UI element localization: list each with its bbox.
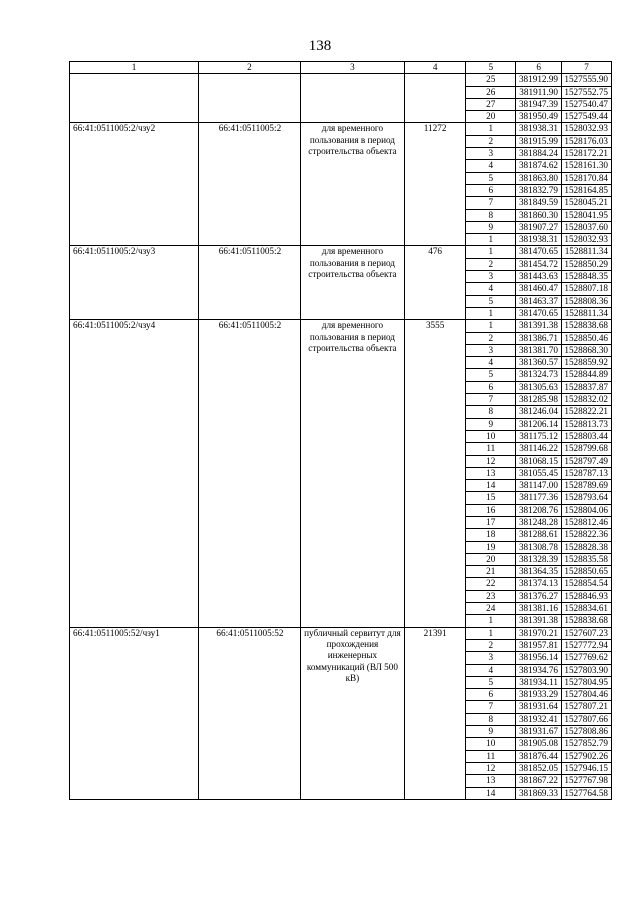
- coordinates-table: [69, 61, 612, 800]
- column-header: 5: [466, 62, 516, 74]
- record-quarter: 66:41:0511005:2: [198, 320, 300, 627]
- point-number: 6: [466, 689, 516, 701]
- coordinate-y: 1528850.29: [562, 258, 612, 270]
- point-number: 9: [466, 221, 516, 233]
- record-quarter: 66:41:0511005:52: [198, 627, 300, 799]
- coordinate-y: 1528807.18: [562, 283, 612, 295]
- point-number: 10: [466, 738, 516, 750]
- table-row: [70, 74, 612, 86]
- coordinate-x: 381934.11: [516, 676, 562, 688]
- record-purpose: публичный сервитут для прохождения инженерных коммуникаций (ВЛ 500 кВ): [300, 627, 404, 799]
- coordinate-x: 381957.81: [516, 639, 562, 651]
- coordinate-x: 381454.72: [516, 258, 562, 270]
- cell-id-empty: [70, 74, 199, 123]
- point-number: 20: [466, 111, 516, 123]
- point-number: 17: [466, 516, 516, 528]
- coordinate-x: 381374.13: [516, 578, 562, 590]
- coordinate-y: 1528170.84: [562, 172, 612, 184]
- table-body: [70, 74, 612, 800]
- coordinate-x: 381305.63: [516, 381, 562, 393]
- table-row: [70, 627, 612, 639]
- coordinate-y: 1528859.92: [562, 357, 612, 369]
- coordinate-y: 1527804.46: [562, 689, 612, 701]
- point-number: 6: [466, 381, 516, 393]
- point-number: 26: [466, 86, 516, 98]
- coordinate-y: 1528811.34: [562, 307, 612, 319]
- point-number: 14: [466, 787, 516, 799]
- coordinate-x: 381146.22: [516, 443, 562, 455]
- point-number: 1: [466, 123, 516, 135]
- column-header: 6: [516, 62, 562, 74]
- coordinate-y: 1528868.30: [562, 344, 612, 356]
- record-area: 11272: [404, 123, 465, 246]
- point-number: 22: [466, 578, 516, 590]
- coordinate-y: 1527769.62: [562, 652, 612, 664]
- point-number: 2: [466, 639, 516, 651]
- coordinate-y: 1528804.06: [562, 504, 612, 516]
- point-number: 4: [466, 160, 516, 172]
- coordinate-x: 381931.67: [516, 726, 562, 738]
- coordinate-y: 1528822.36: [562, 529, 612, 541]
- point-number: 4: [466, 664, 516, 676]
- coordinate-x: 381206.14: [516, 418, 562, 430]
- column-header: 3: [300, 62, 404, 74]
- coordinate-y: 1528032.93: [562, 234, 612, 246]
- coordinate-y: 1527803.90: [562, 664, 612, 676]
- coordinate-x: 381177.36: [516, 492, 562, 504]
- coordinate-x: 381932.41: [516, 713, 562, 725]
- coordinate-y: 1527549.44: [562, 111, 612, 123]
- point-number: 23: [466, 590, 516, 602]
- coordinate-y: 1528844.89: [562, 369, 612, 381]
- point-number: 5: [466, 676, 516, 688]
- coordinate-x: 381907.27: [516, 221, 562, 233]
- column-header: 1: [70, 62, 199, 74]
- coordinate-y: 1528803.44: [562, 430, 612, 442]
- column-header: 2: [198, 62, 300, 74]
- point-number: 1: [466, 246, 516, 258]
- record-quarter: 66:41:0511005:2: [198, 123, 300, 246]
- point-number: 11: [466, 750, 516, 762]
- record-purpose: для временного пользования в период строительства объекта: [300, 123, 404, 246]
- coordinate-y: 1528846.93: [562, 590, 612, 602]
- record-purpose: для временного пользования в период строительства объекта: [300, 320, 404, 627]
- point-number: 25: [466, 74, 516, 86]
- coordinate-y: 1528850.65: [562, 566, 612, 578]
- coordinate-y: 1528164.85: [562, 184, 612, 196]
- point-number: 24: [466, 603, 516, 615]
- point-number: 12: [466, 762, 516, 774]
- cell-quarter-empty: [198, 74, 300, 123]
- coordinate-y: 1528799.68: [562, 443, 612, 455]
- point-number: 5: [466, 295, 516, 307]
- point-number: 1: [466, 234, 516, 246]
- coordinate-x: 381874.62: [516, 160, 562, 172]
- coordinate-x: 381849.59: [516, 197, 562, 209]
- record-id: 66:41:0511005:2/чзу3: [70, 246, 199, 320]
- record-purpose: для временного пользования в период строительства объекта: [300, 246, 404, 320]
- cell-purpose-empty: [300, 74, 404, 123]
- point-number: 5: [466, 369, 516, 381]
- point-number: 27: [466, 98, 516, 110]
- coordinate-x: 381860.30: [516, 209, 562, 221]
- coordinate-y: 1528834.61: [562, 603, 612, 615]
- coordinate-x: 381391.38: [516, 320, 562, 332]
- coordinate-y: 1528838.68: [562, 615, 612, 627]
- coordinate-x: 381863.80: [516, 172, 562, 184]
- coordinate-y: 1528812.46: [562, 516, 612, 528]
- point-number: 15: [466, 492, 516, 504]
- coordinate-x: 381147.00: [516, 480, 562, 492]
- point-number: 6: [466, 184, 516, 196]
- record-area: 21391: [404, 627, 465, 799]
- point-number: 3: [466, 344, 516, 356]
- coordinate-y: 1528837.87: [562, 381, 612, 393]
- coordinate-x: 381328.39: [516, 553, 562, 565]
- coordinate-y: 1527772.94: [562, 639, 612, 651]
- point-number: 19: [466, 541, 516, 553]
- coordinate-x: 381391.38: [516, 615, 562, 627]
- coordinate-x: 381246.04: [516, 406, 562, 418]
- point-number: 1: [466, 320, 516, 332]
- coordinate-y: 1528813.73: [562, 418, 612, 430]
- coordinate-y: 1527852.79: [562, 738, 612, 750]
- point-number: 14: [466, 480, 516, 492]
- point-number: 16: [466, 504, 516, 516]
- coordinate-x: 381470.65: [516, 246, 562, 258]
- coordinate-y: 1528811.34: [562, 246, 612, 258]
- coordinate-x: 381876.44: [516, 750, 562, 762]
- coordinate-y: 1527902.26: [562, 750, 612, 762]
- point-number: 8: [466, 713, 516, 725]
- coordinate-y: 1528797.49: [562, 455, 612, 467]
- coordinate-x: 381884.24: [516, 148, 562, 160]
- point-number: 20: [466, 553, 516, 565]
- record-id: 66:41:0511005:52/чзу1: [70, 627, 199, 799]
- record-id: 66:41:0511005:2/чзу4: [70, 320, 199, 627]
- coordinate-x: 381956.14: [516, 652, 562, 664]
- point-number: 1: [466, 627, 516, 639]
- coordinate-y: 1528822.21: [562, 406, 612, 418]
- coordinate-x: 381068.15: [516, 455, 562, 467]
- cell-area-empty: [404, 74, 465, 123]
- point-number: 3: [466, 652, 516, 664]
- point-number: 7: [466, 394, 516, 406]
- coordinate-y: 1527804.95: [562, 676, 612, 688]
- coordinate-x: 381947.39: [516, 98, 562, 110]
- coordinate-y: 1528787.13: [562, 467, 612, 479]
- coordinate-y: 1528789.69: [562, 480, 612, 492]
- point-number: 10: [466, 430, 516, 442]
- coordinate-x: 381443.63: [516, 271, 562, 283]
- point-number: 5: [466, 172, 516, 184]
- coordinate-x: 381931.64: [516, 701, 562, 713]
- point-number: 2: [466, 258, 516, 270]
- coordinate-y: 1528032.93: [562, 123, 612, 135]
- table-row: [70, 246, 612, 258]
- point-number: 7: [466, 701, 516, 713]
- coordinate-x: 381386.71: [516, 332, 562, 344]
- coordinate-y: 1528832.02: [562, 394, 612, 406]
- coordinate-y: 1527807.21: [562, 701, 612, 713]
- point-number: 1: [466, 615, 516, 627]
- point-number: 3: [466, 271, 516, 283]
- coordinate-x: 381175.12: [516, 430, 562, 442]
- coordinate-x: 381934.76: [516, 664, 562, 676]
- point-number: 11: [466, 443, 516, 455]
- point-number: 9: [466, 726, 516, 738]
- coordinate-y: 1528037.60: [562, 221, 612, 233]
- coordinate-y: 1528850.46: [562, 332, 612, 344]
- record-area: 3555: [404, 320, 465, 627]
- point-number: 3: [466, 148, 516, 160]
- coordinate-x: 381208.76: [516, 504, 562, 516]
- column-header: 4: [404, 62, 465, 74]
- coordinate-y: 1527555.90: [562, 74, 612, 86]
- coordinate-y: 1528176.03: [562, 135, 612, 147]
- coordinate-x: 381248.28: [516, 516, 562, 528]
- coordinate-y: 1528172.21: [562, 148, 612, 160]
- coordinate-x: 381324.73: [516, 369, 562, 381]
- coordinate-x: 381867.22: [516, 775, 562, 787]
- coordinate-x: 381381.16: [516, 603, 562, 615]
- coordinate-y: 1528793.64: [562, 492, 612, 504]
- coordinate-y: 1527767.98: [562, 775, 612, 787]
- point-number: 2: [466, 135, 516, 147]
- coordinate-y: 1527808.86: [562, 726, 612, 738]
- coordinate-x: 381381.70: [516, 344, 562, 356]
- record-quarter: 66:41:0511005:2: [198, 246, 300, 320]
- point-number: 1: [466, 307, 516, 319]
- point-number: 2: [466, 332, 516, 344]
- coordinate-x: 381470.65: [516, 307, 562, 319]
- coordinate-x: 381852.05: [516, 762, 562, 774]
- coordinate-x: 381905.08: [516, 738, 562, 750]
- coordinate-x: 381288.61: [516, 529, 562, 541]
- coordinate-y: 1528045.21: [562, 197, 612, 209]
- point-number: 8: [466, 209, 516, 221]
- coordinate-y: 1528835.58: [562, 553, 612, 565]
- coordinate-y: 1527607.23: [562, 627, 612, 639]
- column-header: 7: [562, 62, 612, 74]
- coordinate-y: 1527946.15: [562, 762, 612, 774]
- coordinate-x: 381360.57: [516, 357, 562, 369]
- coordinate-x: 381915.99: [516, 135, 562, 147]
- coordinate-y: 1527807.66: [562, 713, 612, 725]
- coordinate-y: 1527552.75: [562, 86, 612, 98]
- coordinate-x: 381869.33: [516, 787, 562, 799]
- coordinate-x: 381285.98: [516, 394, 562, 406]
- coordinate-y: 1528041.95: [562, 209, 612, 221]
- point-number: 21: [466, 566, 516, 578]
- point-number: 18: [466, 529, 516, 541]
- coordinate-x: 381950.49: [516, 111, 562, 123]
- coordinate-y: 1528828.38: [562, 541, 612, 553]
- point-number: 4: [466, 357, 516, 369]
- coordinate-y: 1528854.54: [562, 578, 612, 590]
- coordinate-y: 1527764.58: [562, 787, 612, 799]
- record-area: 476: [404, 246, 465, 320]
- coordinate-x: 381460.47: [516, 283, 562, 295]
- point-number: 8: [466, 406, 516, 418]
- point-number: 4: [466, 283, 516, 295]
- coordinate-y: 1528808.36: [562, 295, 612, 307]
- coordinate-y: 1528161.30: [562, 160, 612, 172]
- coordinate-x: 381912.99: [516, 74, 562, 86]
- record-id: 66:41:0511005:2/чзу2: [70, 123, 199, 246]
- coordinate-x: 381970.21: [516, 627, 562, 639]
- point-number: 13: [466, 467, 516, 479]
- point-number: 7: [466, 197, 516, 209]
- coordinate-y: 1528848.35: [562, 271, 612, 283]
- table-row: [70, 123, 612, 135]
- coordinate-x: 381938.31: [516, 123, 562, 135]
- page-number: 138: [308, 38, 332, 54]
- coordinate-x: 381911.90: [516, 86, 562, 98]
- table-header-row: [70, 62, 612, 74]
- point-number: 13: [466, 775, 516, 787]
- point-number: 9: [466, 418, 516, 430]
- coordinate-x: 381463.37: [516, 295, 562, 307]
- coordinate-x: 381055.45: [516, 467, 562, 479]
- coordinate-x: 381376.27: [516, 590, 562, 602]
- point-number: 12: [466, 455, 516, 467]
- coordinate-x: 381308.78: [516, 541, 562, 553]
- coordinate-x: 381933.29: [516, 689, 562, 701]
- coordinate-y: 1528838.68: [562, 320, 612, 332]
- coordinate-x: 381938.31: [516, 234, 562, 246]
- coordinate-x: 381364.35: [516, 566, 562, 578]
- coordinate-y: 1527540.47: [562, 98, 612, 110]
- table-row: [70, 320, 612, 332]
- coordinate-x: 381832.79: [516, 184, 562, 196]
